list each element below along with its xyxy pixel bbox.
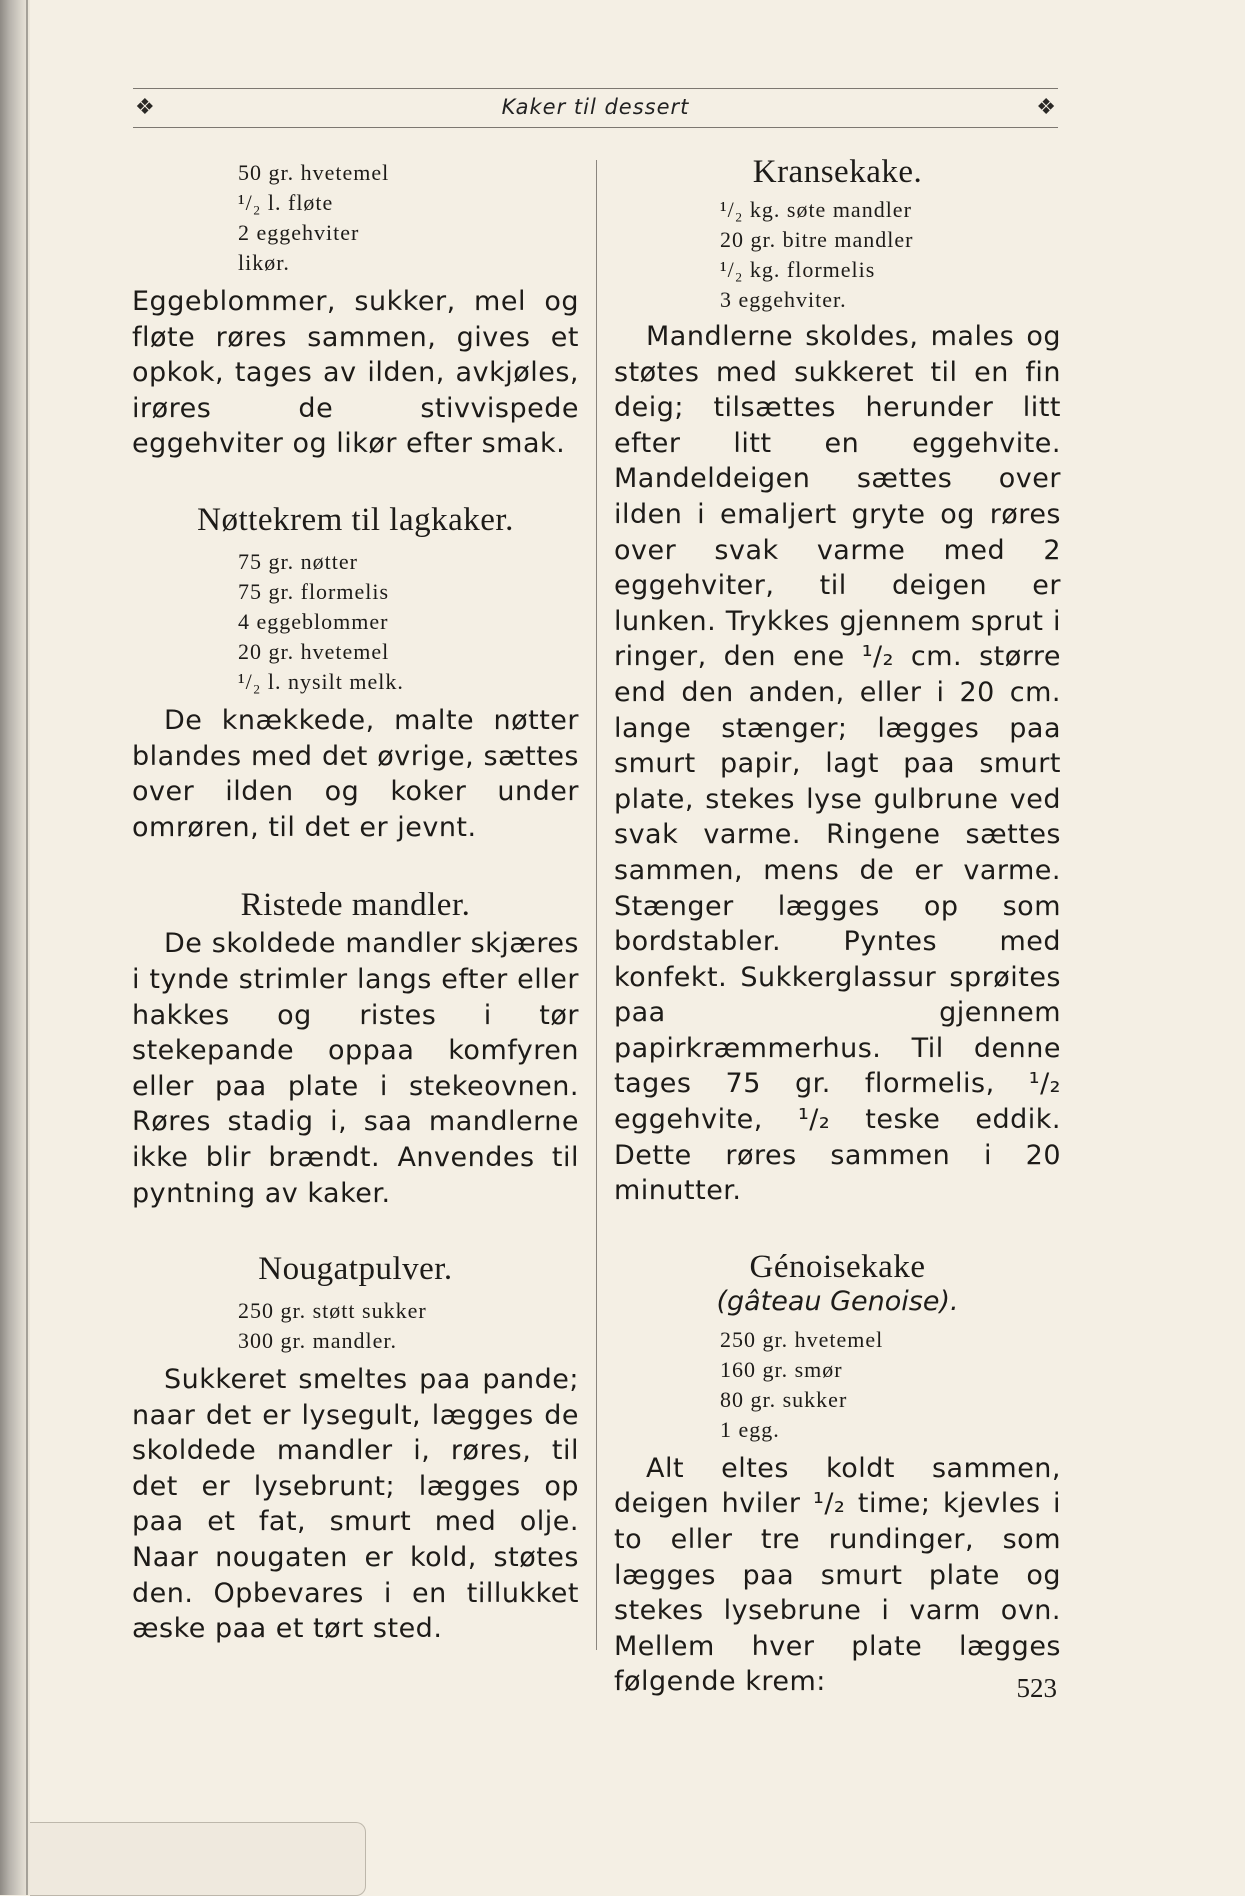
page-number: 523 <box>1016 1673 1057 1703</box>
ingredient: 75 gr. nøtter <box>238 548 358 574</box>
recipe-text: Sukkeret smeltes paa pande; naar det er lysegult, lægges de skoldede mandler i, røres, til det er lysebrunt; lægges op paa et fat, smurt med olje. Naar nougaten er kold, støtes den. Opbevares i en tillukket æske paa et tørt sted. <box>132 1364 579 1645</box>
ingredient: ¹/₂ l. fløte <box>238 190 334 215</box>
right-column <box>614 150 1061 1700</box>
ingredient: 250 gr. støtt sukker <box>238 1298 427 1324</box>
ingredient-list <box>238 158 579 278</box>
ingredient: ¹/₂ kg. flormelis <box>720 257 876 282</box>
ingredient: 160 gr. smør <box>720 1356 843 1382</box>
ingredient: 3 eggehviter. <box>720 287 847 312</box>
recipe-subtitle: (gâteau Genoise). <box>716 1285 959 1317</box>
ingredient: 80 gr. sukker <box>720 1386 848 1412</box>
ingredient: likør. <box>238 250 290 275</box>
page-tab <box>30 1822 366 1896</box>
ingredient: 2 eggehviter <box>238 220 360 245</box>
recipe-text: De skoldede mandler skjæres i tynde strimler langs efter eller hakkes og ristes i tør stekepande oppaa komfyren eller paa plate i stekeovnen. Røres stadig i, saa mandlerne ikke blir brændt. Anvendes til pyntning av kaker. <box>132 928 579 1209</box>
ingredient: 50 gr. hvetemel <box>238 160 390 185</box>
ingredient: 20 gr. hvetemel <box>238 638 390 664</box>
ingredient: ¹/₂ l. nysilt melk. <box>238 668 404 694</box>
column-divider <box>596 160 597 1650</box>
recipe-text: Eggeblommer, sukker, mel og fløte røres sammen, gives et opkok, tages av ilden, avkjøles, irøres de stivvispede eggehviter og likør efter smak. <box>132 286 579 460</box>
ingredient: 20 gr. bitre mandler <box>720 227 914 252</box>
recipe-text: Mandlerne skoldes, males og støtes med sukkeret til en fin deig; tilsættes herunder litt efter litt en eggehvite. Mandeldeigen sættes over ilden i emaljert gryte og røres over svak varme med 2 eggehviter, til deigen er lunken. Trykkes gjennem sprut i ringer, den ene ¹/₂ cm. større end den anden, eller i 20 cm. lange stænger; lægges paa smurt papir, lagt paa smurt plate, stekes lyse gulbrune ved svak varme. Ringene sættes sammen, mens de er varme. Stænger lægges op som bordstabler. Pyntes med konfekt. Sukkerglassur sprøites paa gjennem papirkræmmerhus. Til denne tages 75 gr. flormelis, ¹/₂ eggehvite, ¹/₂ teske eddik. Dette røres sammen i 20 minutter. <box>614 321 1061 1207</box>
recipe-text: Alt eltes koldt sammen, deigen hviler ¹/₂ time; kjevles i to eller tre rundinger, som lægges paa smurt plate og stekes lysebrune i varm ovn. Mellem hver plate lægges følgende krem: <box>614 1452 1061 1698</box>
ornament-left-icon: ❖ <box>135 95 155 120</box>
ingredient: 1 egg. <box>720 1416 780 1442</box>
running-head: Kaker til dessert <box>501 95 690 119</box>
ingredient-list <box>238 547 579 697</box>
ingredient: 300 gr. mandler. <box>238 1328 397 1354</box>
recipe-title: Ristede mandler. <box>240 887 471 924</box>
ingredient: ¹/₂ kg. søte mandler <box>720 197 912 222</box>
ornament-right-icon: ❖ <box>1036 95 1056 120</box>
ingredient-list <box>238 1296 579 1356</box>
ingredient: 75 gr. flormelis <box>238 578 390 604</box>
page-header <box>133 88 1058 128</box>
recipe-title: Génoisekake <box>749 1248 926 1285</box>
recipe-title: Nøttekrem til lagkaker. <box>197 501 514 538</box>
left-column <box>132 150 579 1647</box>
spine-edge <box>26 0 28 1895</box>
ingredient-list <box>720 195 1061 315</box>
ingredient-list <box>720 1325 1061 1445</box>
ingredient: 4 eggeblommer <box>238 608 389 634</box>
ingredient: 250 gr. hvetemel <box>720 1326 884 1352</box>
recipe-title: Kransekake. <box>752 154 923 190</box>
recipe-text: De knækkede, malte nøtter blandes med det øvrige, sættes over ilden og koker under omrøren, til det er jevnt. <box>132 704 579 843</box>
recipe-title: Nougatpulver. <box>258 1251 453 1288</box>
